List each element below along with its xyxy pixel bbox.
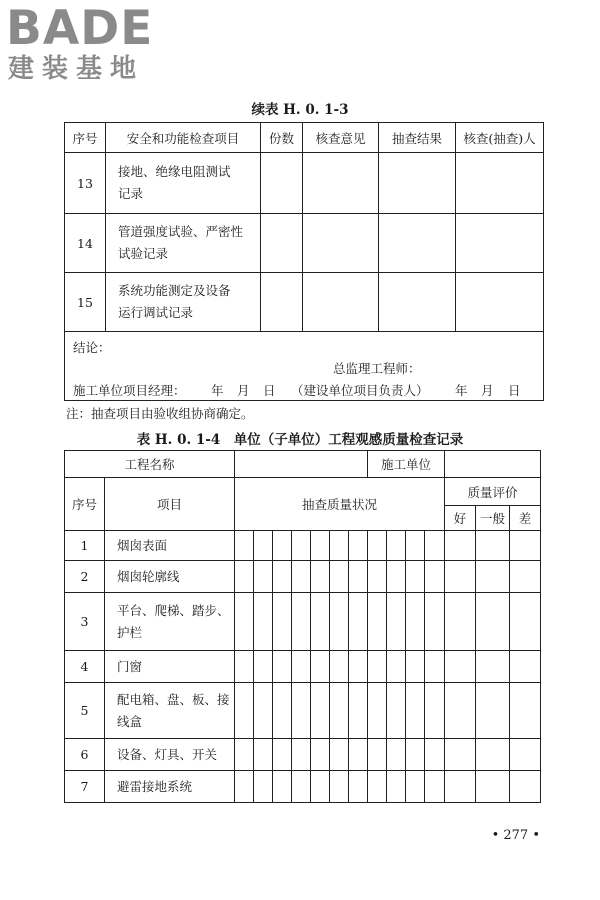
- item-line2: 记录: [118, 186, 144, 201]
- day-label: 日: [508, 383, 521, 398]
- header-item: 安全和功能检查项目: [106, 123, 261, 153]
- empty-cell: [261, 153, 303, 214]
- item-line1: 门窗: [117, 658, 143, 674]
- header-reviewer: 核查(抽查)人: [456, 123, 544, 153]
- day-label: 日: [263, 383, 276, 398]
- empty-cell: [379, 214, 456, 273]
- construction-pm-label: 施工单位项目经理：: [73, 383, 186, 398]
- item-line1: 管道强度试验、严密性: [118, 224, 244, 239]
- row-no: 2: [65, 561, 105, 593]
- table1-caption: 续表 H. 0. 1-3: [251, 102, 349, 118]
- appearance-quality-table: [64, 450, 541, 803]
- header-review-opinion: 核查意见: [303, 123, 379, 153]
- table2-header-row: [65, 478, 541, 506]
- table-row: [65, 214, 544, 273]
- empty-cell: [303, 214, 379, 273]
- header-quality-eval: 质量评价: [445, 478, 541, 506]
- row-item: [106, 273, 261, 332]
- row-item: [105, 561, 235, 593]
- header-spot-check-result: 抽查结果: [379, 123, 456, 153]
- item-line1: 接地、绝缘电阻测试: [118, 164, 231, 179]
- table-row: [65, 273, 544, 332]
- eval-good: 好: [445, 506, 476, 531]
- row-no: 3: [65, 593, 105, 651]
- item-line1: 配电箱、盘、板、接: [117, 691, 230, 707]
- item-line1: 平台、爬梯、踏步、: [117, 602, 230, 618]
- header-copies: 份数: [261, 123, 303, 153]
- item-line2: 线盒: [117, 713, 143, 729]
- row-item: [105, 683, 235, 739]
- table-row: [65, 561, 541, 593]
- conclusion-cell: [65, 332, 544, 401]
- project-name-value: [235, 451, 368, 478]
- row-no: 6: [65, 739, 105, 771]
- item-line2: 运行调试记录: [118, 305, 194, 320]
- chief-supervisor-label: 总监理工程师：: [333, 361, 421, 376]
- row-item: [105, 531, 235, 561]
- table-row: [65, 593, 541, 651]
- empty-cell: [261, 273, 303, 332]
- empty-cell: [261, 214, 303, 273]
- empty-cell: [456, 214, 544, 273]
- table-row: [65, 531, 541, 561]
- row-item: [106, 153, 261, 214]
- year-label: 年: [211, 383, 224, 398]
- item-line1: 烟囱表面: [117, 537, 168, 553]
- item-line1: 烟囱轮廓线: [117, 568, 180, 584]
- project-info-row: [65, 451, 541, 478]
- safety-function-check-table: [64, 122, 544, 401]
- eval-general: 一般: [476, 506, 510, 531]
- logo-subtitle: 建装基地: [8, 54, 145, 84]
- empty-cell: [303, 273, 379, 332]
- project-name-label: 工程名称: [65, 451, 235, 478]
- table-row: [65, 739, 541, 771]
- item-line2: 试验记录: [118, 246, 169, 261]
- header-no: 序号: [65, 123, 106, 153]
- empty-cell: [303, 153, 379, 214]
- row-item: [105, 651, 235, 683]
- table-note: 注：抽查项目由验收组协商确定。: [66, 406, 254, 421]
- construction-unit-label: 施工单位: [368, 451, 445, 478]
- construction-unit-value: [445, 451, 541, 478]
- table-row: [65, 153, 544, 214]
- row-item: [106, 214, 261, 273]
- item-line1: 避雷接地系统: [117, 778, 193, 794]
- table-row: [65, 771, 541, 803]
- month-label: 月: [237, 383, 250, 398]
- empty-cell: [456, 153, 544, 214]
- page-number: • 277 •: [491, 828, 540, 843]
- row-item: [105, 771, 235, 803]
- month-label: 月: [481, 383, 494, 398]
- item-line2: 护栏: [117, 624, 143, 640]
- row-no: 4: [65, 651, 105, 683]
- header-item: 项目: [105, 478, 235, 531]
- item-line1: 设备、灯具、开关: [117, 746, 218, 762]
- empty-cell: [379, 153, 456, 214]
- header-no: 序号: [65, 478, 105, 531]
- item-line1: 系统功能测定及设备: [118, 283, 231, 298]
- eval-poor: 差: [510, 506, 541, 531]
- conclusion-row: [65, 332, 544, 401]
- row-no: 14: [65, 214, 106, 273]
- empty-cell: [379, 273, 456, 332]
- row-no: 15: [65, 273, 106, 332]
- table1-header-row: [65, 123, 544, 153]
- row-item: [105, 739, 235, 771]
- empty-cell: [456, 273, 544, 332]
- row-no: 7: [65, 771, 105, 803]
- table2-caption: 表 H. 0. 1-4 单位（子单位）工程观感质量检查记录: [136, 432, 464, 448]
- logo-brand: BADE: [6, 1, 154, 56]
- row-item: [105, 593, 235, 651]
- header-quality-status: 抽查质量状况: [235, 478, 445, 531]
- bade-logo: [6, 1, 176, 86]
- row-no: 1: [65, 531, 105, 561]
- table-row: [65, 651, 541, 683]
- owner-pm-label: （建设单位项目负责人）: [291, 383, 429, 398]
- row-no: 13: [65, 153, 106, 214]
- year-label: 年: [455, 383, 468, 398]
- row-no: 5: [65, 683, 105, 739]
- table-row: [65, 683, 541, 739]
- conclusion-label: 结论：: [73, 340, 111, 355]
